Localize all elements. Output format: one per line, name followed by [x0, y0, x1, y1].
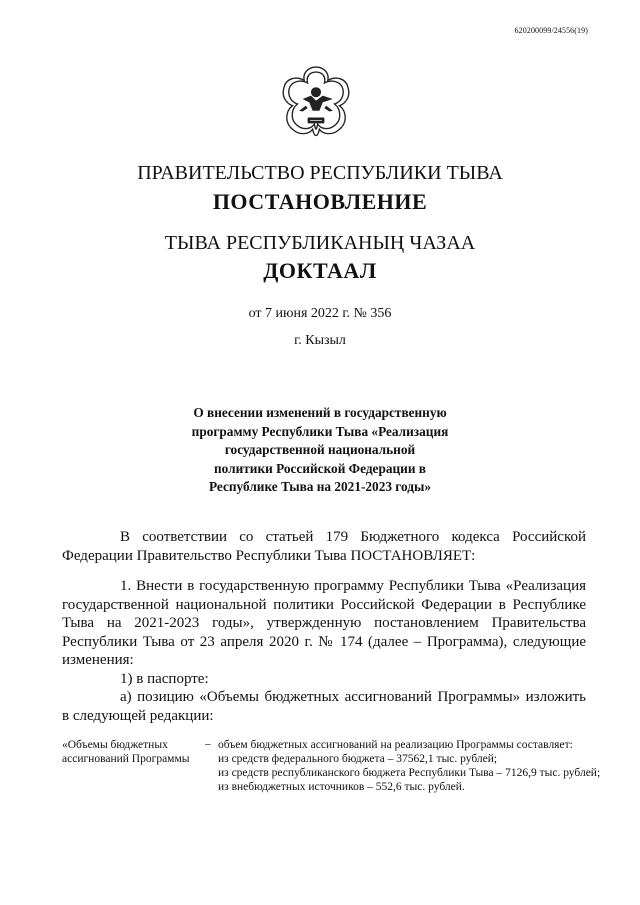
- date-number: от 7 июня 2022 г. № 356: [248, 306, 392, 321]
- document-body: [62, 528, 586, 725]
- document-subject: [170, 404, 470, 497]
- subject-line: О внесении изменений в государственную: [193, 405, 447, 420]
- document-id: 620200099/24556(19): [514, 26, 588, 35]
- paragraph: В соответствии со статьей 179 Бюджетного кодекса Российской Федерации Правительство Республики Тыва ПОСТАНОВЛЯЕТ:: [62, 529, 586, 564]
- city: г. Кызыл: [294, 333, 346, 348]
- table-line: из средств федерального бюджета – 37562,1 тыс. рублей;: [218, 753, 498, 765]
- table-dash: –: [205, 738, 211, 750]
- government-title-ru: ПРАВИТЕЛЬСТВО РЕСПУБЛИКИ ТЫВА: [137, 162, 503, 184]
- table-right-cell: [218, 738, 610, 794]
- paragraph: 1. Внести в государственную программу Республики Тыва «Реализация государственной национальной политики Российской Федерации в Республике Тыва на 2021-2023 годы», утвержденную постановлением Правительства Республики Тыва от 23 апреля 2020 г. № 174 (далее – Программа), следующие изменения:: [62, 578, 586, 668]
- subject-line: государственной национальной: [224, 442, 416, 457]
- government-title-tyv: ТЫВА РЕСПУБЛИКАНЫҢ ЧАЗАА: [164, 232, 476, 254]
- subject-line: Республике Тыва на 2021-2023 годы»: [208, 479, 432, 494]
- table-left-label: «Объемы бюджетных ассигнований Программы: [62, 739, 190, 765]
- subject-line: программу Республики Тыва «Реализация: [191, 423, 449, 439]
- act-title-tyv: ДОКТААЛ: [263, 258, 377, 283]
- act-title-ru: ПОСТАНОВЛЕНИЕ: [212, 189, 428, 214]
- subject-line: политики Российской Федерации в: [214, 460, 426, 476]
- table-line: из внебюджетных источников – 552,6 тыс. рублей.: [218, 781, 465, 793]
- paragraph: 1) в паспорте:: [120, 670, 209, 687]
- table-line: объем бюджетных ассигнований на реализацию Программы составляет:: [218, 739, 573, 751]
- paragraph: а) позицию «Объемы бюджетных ассигнований Программы» изложить в следующей редакции:: [62, 689, 586, 724]
- table-line: из средств республиканского бюджета Республики Тыва – 7126,9 тыс. рублей;: [218, 767, 601, 779]
- coat-of-arms-icon: [274, 62, 358, 146]
